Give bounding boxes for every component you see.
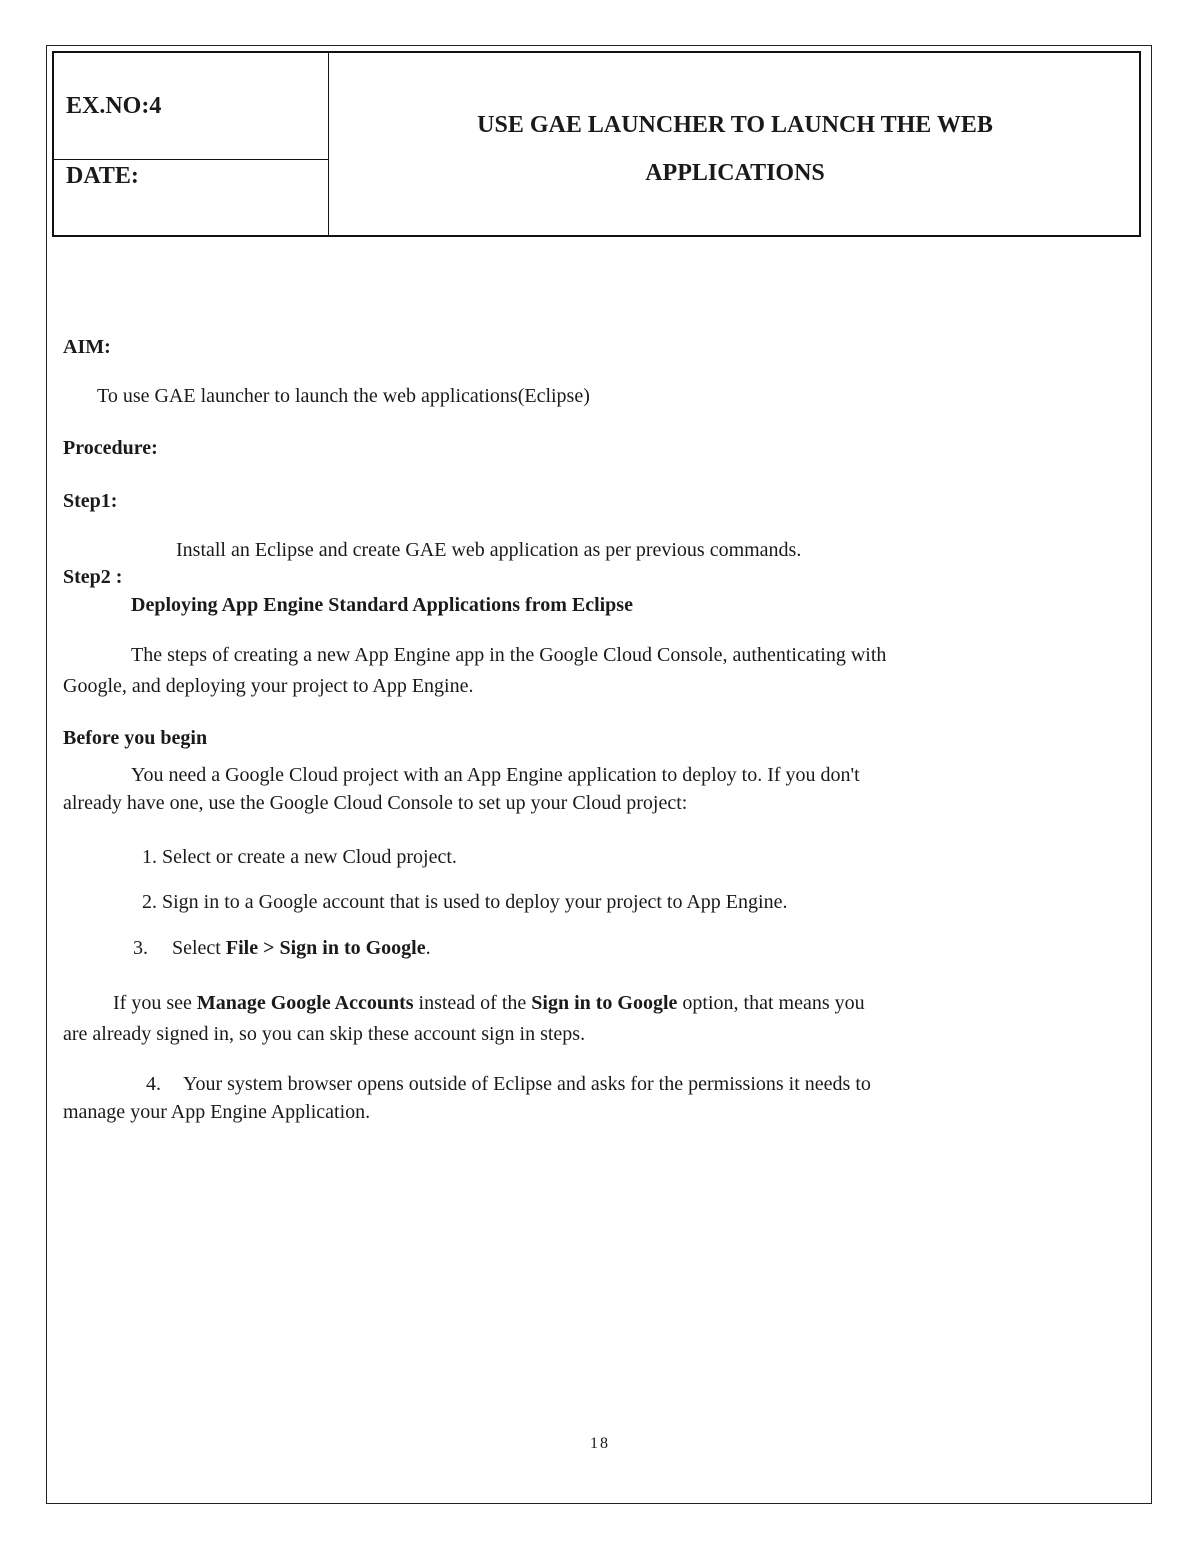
list-item-3-menu-path: File > Sign in to Google (225, 937, 426, 959)
before-you-begin-line-1: You need a Google Cloud project with an App Engine application to deploy to. If you don't (131, 764, 860, 786)
list-item-2: 2. Sign in to a Google account that is used to deploy your project to App Engine. (142, 891, 788, 913)
exercise-number: EX.NO:4 (66, 93, 162, 119)
procedure-heading: Procedure: (63, 437, 158, 459)
list-item-4-line-2: manage your App Engine Application. (63, 1101, 371, 1123)
step2-intro-line-1: The steps of creating a new App Engine app in the Google Cloud Console, authenticating with (131, 644, 887, 666)
title-line-1: USE GAE LAUNCHER TO LAUNCH THE WEB (477, 112, 993, 138)
list-item-4-number: 4. (146, 1073, 161, 1095)
list-item-3-post: . (425, 937, 431, 959)
note-manage-accounts: Manage Google Accounts (196, 992, 414, 1014)
title-line-2: APPLICATIONS (645, 160, 825, 186)
page-title (329, 101, 1141, 197)
list-item-4 (146, 1073, 871, 1096)
step2-intro-line-2: Google, and deploying your project to App Engine. (63, 675, 474, 697)
step2-heading: Step2 : (63, 566, 123, 588)
list-item-3-number: 3. (133, 937, 148, 959)
note-line-2: are already signed in, so you can skip these account sign in steps. (63, 1023, 586, 1045)
note-sign-in: Sign in to Google (531, 992, 678, 1014)
before-you-begin-line-2: already have one, use the Google Cloud Console to set up your Cloud project: (63, 792, 688, 814)
step2-subheading: Deploying App Engine Standard Applications from Eclipse (131, 594, 633, 616)
note-line-1 (113, 992, 865, 1015)
before-you-begin-heading: Before you begin (63, 727, 208, 749)
header-left-cell (54, 53, 329, 235)
step1-heading: Step1: (63, 490, 118, 512)
date-label: DATE: (66, 163, 139, 189)
list-item-3 (133, 937, 431, 960)
list-item-3-pre: Select (172, 937, 226, 959)
list-item-1: 1. Select or create a new Cloud project. (142, 846, 457, 868)
page-number: 18 (590, 1435, 610, 1452)
list-item-4-line-1: Your system browser opens outside of Eclipse and asks for the permissions it needs to (183, 1073, 871, 1095)
note-pre: If you see (113, 992, 197, 1014)
header-divider (54, 159, 328, 160)
aim-heading: AIM: (63, 336, 111, 358)
note-post: option, that means you (677, 992, 865, 1014)
step1-text: Install an Eclipse and create GAE web application as per previous commands. (176, 539, 802, 561)
note-mid: instead of the (413, 992, 532, 1014)
header-table (52, 51, 1141, 237)
aim-text: To use GAE launcher to launch the web applications(Eclipse) (97, 385, 590, 407)
